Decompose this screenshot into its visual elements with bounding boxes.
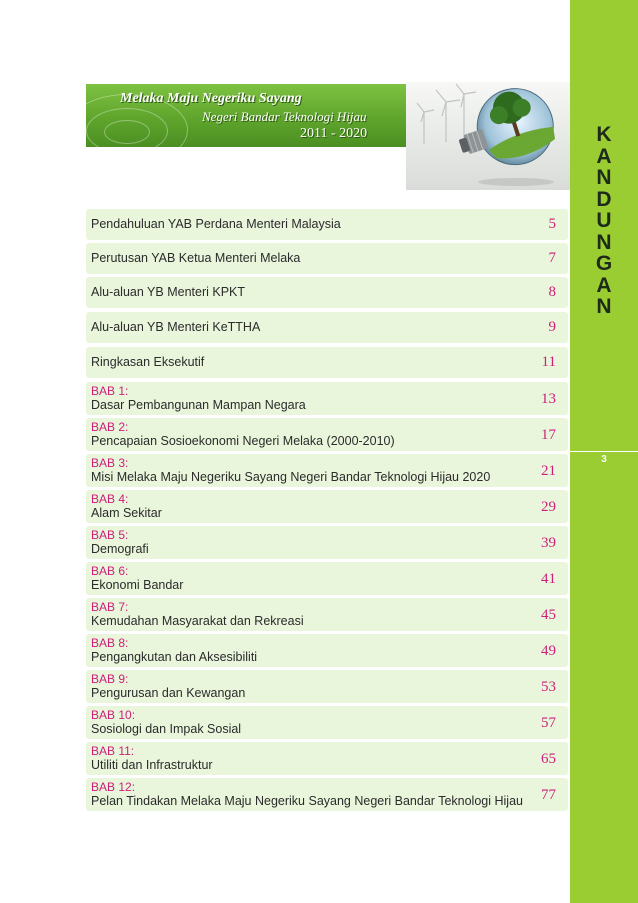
toc-chapter-number: BAB 6: — [91, 564, 129, 578]
toc-chapter-number: BAB 3: — [91, 456, 129, 470]
toc-entry-label: Perutusan YAB Ketua Menteri Melaka — [91, 251, 301, 265]
banner-years: 2011 - 2020 — [300, 126, 368, 141]
toc-chapter-page: 29 — [541, 499, 556, 515]
toc-entry-label: Ringkasan Eksekutif — [91, 355, 205, 369]
water-ripple — [104, 120, 150, 144]
toc-chapter-page: 65 — [541, 751, 556, 767]
toc-chapter[interactable] — [86, 706, 568, 739]
toc-entry-page: 9 — [548, 319, 556, 335]
toc-chapter-page: 17 — [541, 427, 556, 443]
toc-chapter-page: 13 — [541, 391, 556, 407]
toc-chapter-page: 53 — [541, 679, 556, 695]
toc-chapter-title: Sosiologi dan Impak Sosial — [91, 722, 242, 736]
toc-chapter-page: 57 — [541, 715, 556, 731]
side-title-letter: U — [596, 209, 612, 232]
side-title-letter: K — [596, 123, 612, 146]
toc-chapter-number: BAB 9: — [91, 672, 129, 686]
toc-chapter-number: BAB 4: — [91, 492, 129, 506]
side-title-letter: G — [595, 252, 613, 275]
banner-title: Melaka Maju Negeriku Sayang — [120, 91, 302, 106]
toc-chapter-title: Pencapaian Sosioekonomi Negeri Melaka (2000-2010) — [91, 434, 395, 448]
toc-chapter-title: Ekonomi Bandar — [91, 578, 184, 592]
toc-chapter-page: 45 — [541, 607, 556, 623]
toc-entry[interactable] — [86, 243, 568, 274]
toc-entry-page: 11 — [541, 354, 556, 370]
toc-chapter-number: BAB 12: — [91, 780, 136, 794]
toc-entry[interactable] — [86, 209, 568, 240]
toc-chapter-title: Pengurusan dan Kewangan — [91, 686, 246, 700]
toc-chapter-number: BAB 7: — [91, 600, 129, 614]
toc-chapter-number: BAB 11: — [91, 744, 135, 758]
toc-entry-page: 7 — [548, 250, 556, 266]
toc-chapter[interactable] — [86, 634, 568, 667]
side-title-letter: N — [596, 295, 612, 318]
toc-entry-label: Alu-aluan YB Menteri KPKT — [91, 285, 246, 299]
toc-chapter-number: BAB 10: — [91, 708, 136, 722]
header-banner — [86, 84, 408, 147]
toc-chapter[interactable] — [86, 598, 568, 631]
toc-entry[interactable] — [86, 312, 568, 343]
toc-chapter[interactable] — [86, 670, 568, 703]
toc-chapter-title: Utiliti dan Infrastruktur — [91, 758, 213, 772]
page-number-divider — [570, 451, 638, 452]
side-title-letter: A — [596, 273, 612, 297]
toc-chapter[interactable] — [86, 454, 568, 487]
toc-chapter[interactable] — [86, 742, 568, 775]
side-title-letter: N — [596, 230, 612, 254]
toc-chapter[interactable] — [86, 490, 568, 523]
toc-chapter-number: BAB 8: — [91, 636, 129, 650]
toc-chapter-title: Pelan Tindakan Melaka Maju Negeriku Sayang Negeri Bandar Teknologi Hijau — [91, 794, 523, 808]
toc-entry-label: Alu-aluan YB Menteri KeTTHA — [91, 320, 261, 334]
toc-entry[interactable] — [86, 347, 568, 378]
toc-chapter-page: 49 — [541, 643, 556, 659]
side-title-letter: A — [596, 144, 612, 168]
toc-chapter-number: BAB 2: — [91, 420, 129, 434]
toc-chapter-title: Dasar Pembangunan Mampan Negara — [91, 398, 306, 412]
page-number: 3 — [601, 454, 607, 465]
toc-chapter-page: 41 — [541, 571, 556, 587]
toc-chapter-number: BAB 1: — [91, 384, 129, 398]
side-title — [570, 124, 638, 318]
toc-chapter-title: Alam Sekitar — [91, 506, 162, 520]
toc-chapter-title: Demografi — [91, 542, 149, 556]
toc-chapter[interactable] — [86, 526, 568, 559]
toc-entry-page: 5 — [548, 216, 556, 232]
toc-chapter-title: Misi Melaka Maju Negeriku Sayang Negeri Bandar Teknologi Hijau 2020 — [91, 470, 491, 484]
banner-subtitle: Negeri Bandar Teknologi Hijau — [202, 109, 367, 124]
toc-chapter[interactable] — [86, 418, 568, 451]
side-title-letter: N — [596, 166, 612, 189]
toc-entry[interactable] — [86, 277, 568, 308]
toc-chapter[interactable] — [86, 562, 568, 595]
toc-chapter-page: 77 — [541, 787, 556, 803]
side-bar — [570, 0, 638, 903]
side-title-letter: D — [596, 187, 612, 211]
toc-entry-page: 8 — [548, 284, 556, 300]
light-bulb-image — [406, 82, 570, 190]
toc-entry-label: Pendahuluan YAB Perdana Menteri Malaysia — [91, 217, 341, 231]
toc-chapter[interactable] — [86, 382, 568, 415]
toc-chapter-page: 39 — [541, 535, 556, 551]
toc-chapter-number: BAB 5: — [91, 528, 129, 542]
toc-chapter[interactable] — [86, 778, 568, 811]
toc-chapter-title: Kemudahan Masyarakat dan Rekreasi — [91, 614, 304, 628]
toc-chapter-page: 21 — [541, 463, 556, 479]
toc-chapter-title: Pengangkutan dan Aksesibiliti — [91, 650, 258, 664]
